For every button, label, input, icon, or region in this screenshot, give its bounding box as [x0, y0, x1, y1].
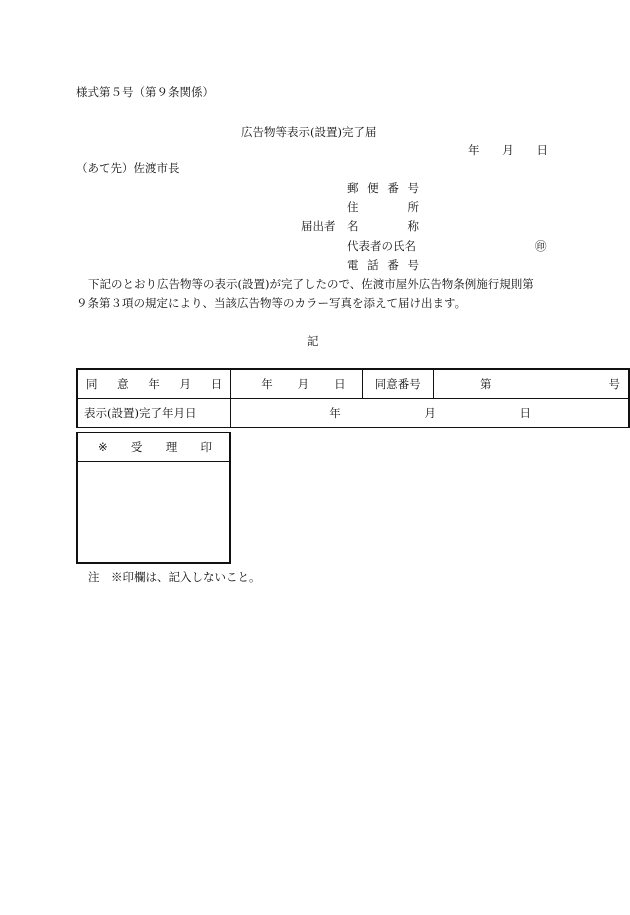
page-title: 広告物等表示(設置)完了届: [241, 125, 377, 139]
postal-code-label: 郵 便 番 号: [347, 181, 419, 195]
consent-date-cell: 年 月 日: [231, 369, 362, 398]
completion-row: [77, 398, 629, 427]
body-text-line-1: 下記のとおり広告物等の表示(設置)が完了したので、佐渡市屋外広告物条例施行規則第: [88, 277, 534, 291]
date-month-label: 月: [502, 143, 514, 157]
body-text-line-2: ９条第３項の規定により、当該広告物等のカラー写真を添えて届け出ます。: [76, 296, 467, 310]
addressee: （あて先）佐渡市長: [76, 161, 180, 175]
details-table: [76, 368, 630, 428]
consent-number-cell: 第 号: [434, 369, 630, 398]
form-number: 様式第５号（第９条関係）: [76, 85, 214, 99]
submission-date: [468, 142, 548, 158]
date-day-label: 日: [536, 143, 548, 157]
consent-date-label-cell: 同 意 年 月 日: [77, 369, 231, 398]
consent-number-label-cell: 同意番号: [362, 369, 433, 398]
date-year-label: 年: [468, 143, 480, 157]
receipt-stamp-box: [76, 432, 231, 564]
seal-mark: ㊞: [535, 239, 547, 253]
consent-row: [77, 369, 629, 398]
phone-number-label: 電 話 番 号: [347, 258, 419, 272]
name-label: 名 称: [347, 219, 419, 233]
footnote: 注 ※印欄は、記入しないこと。: [88, 570, 261, 584]
completion-date-label-cell: 表示(設置)完了年月日: [77, 398, 231, 427]
representative-name-label: 代表者の氏名: [347, 239, 416, 253]
completion-date-cell: 年 月 日: [231, 398, 629, 427]
address-label: 住 所: [347, 200, 419, 214]
applicant-label: 届出者: [301, 219, 336, 233]
receipt-stamp-label: ※ 受 理 印: [78, 433, 229, 462]
ki-heading: 記: [307, 334, 319, 348]
